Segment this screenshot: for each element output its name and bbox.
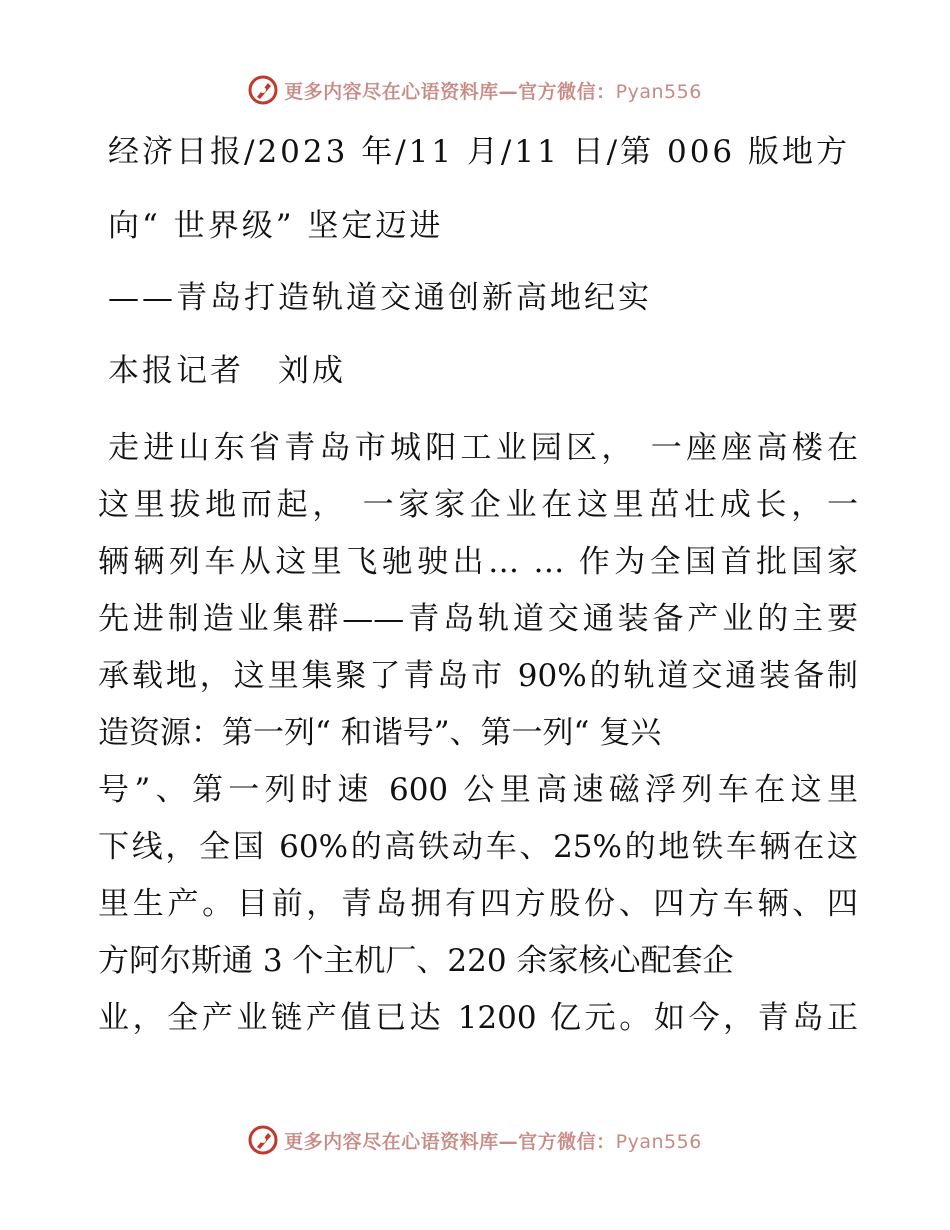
pen-logo-icon xyxy=(248,75,278,105)
article-body xyxy=(98,420,858,1047)
watermark-text: 更多内容尽在心语资料库—官方微信：Pyan556 xyxy=(284,80,702,103)
header-watermark xyxy=(0,70,950,110)
footer-watermark xyxy=(0,1120,950,1160)
body-line: 走进山东省青岛市城阳工业园区， 一座座高楼在 xyxy=(108,430,858,466)
article-subtitle: ——青岛打造轨道交通创新高地纪实 xyxy=(108,280,652,316)
body-line: 这里拔地而起， 一家家企业在这里茁壮成长，一 xyxy=(98,487,858,523)
body-line: 辆辆列车从这里飞驰驶出… … 作为全国首批国家 xyxy=(98,544,858,580)
body-line: 里生产。目前，青岛拥有四方股份、四方车辆、四 xyxy=(98,886,858,922)
body-line: 业，全产业链产值已达 1200 亿元。如今，青岛正 xyxy=(98,1000,858,1036)
watermark-id: Pyan556 xyxy=(615,1130,702,1153)
watermark-text: 更多内容尽在心语资料库—官方微信：Pyan556 xyxy=(284,1130,702,1153)
body-line: 号”、第一列时速 600 公里高速磁浮列车在这里 xyxy=(98,772,858,808)
dateline: 经济日报/2023 年/11 月/11 日/第 006 版地方 xyxy=(108,134,851,170)
body-line: 方阿尔斯通 3 个主机厂、220 余家核心配套企 xyxy=(98,943,734,979)
body-line: 造资源：第一列“ 和谐号”、第一列“ 复兴 xyxy=(98,715,662,751)
body-line: 下线，全国 60%的高铁动车、25%的地铁车辆在这 xyxy=(98,829,858,865)
watermark-id: Pyan556 xyxy=(615,80,702,103)
byline: 本报记者 刘成 xyxy=(108,353,346,389)
pen-logo-icon xyxy=(248,1125,278,1155)
body-line: 先进制造业集群——青岛轨道交通装备产业的主要 xyxy=(98,601,858,637)
article-title: 向“ 世界级” 坚定迈进 xyxy=(108,208,444,244)
body-line: 承载地，这里集聚了青岛市 90%的轨道交通装备制 xyxy=(98,658,858,694)
